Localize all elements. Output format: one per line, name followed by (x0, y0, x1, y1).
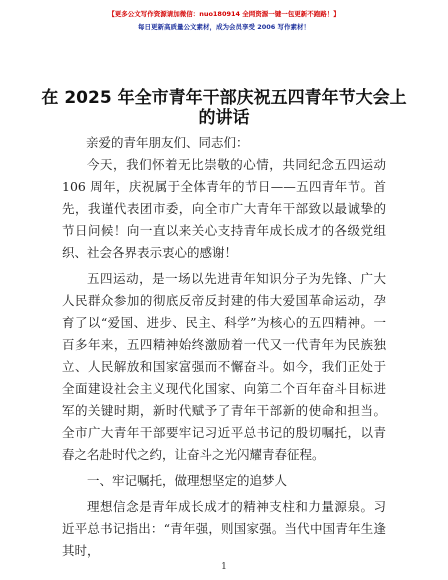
document-title: 在 2025 年全市青年干部庆祝五四青年节大会上的讲话 (41, 88, 407, 128)
paragraph-2: 五四运动，是一场以先进青年知识分子为先锋、广大人民群众参加的彻底反帝反封建的伟大爱国革命运动，孕育了以“爱国、进步、民主、科学”为核心的五四精神。一百多年来，五四精神始终激励着一代又一代青年为民族独立、人民解放和国家富强而不懈奋斗。如今，我们正处于全面建设社会主义现代化国家、向第二个百年奋斗目标进军的关键时期，新时代赋予了青年干部新的使命和担当。全市广大青年干部要牢记习近平总书记的殷切嘱托，以青春之名赴时代之约，让奋斗之光闪耀青春征程。 (62, 271, 386, 462)
section-heading-1: 一、牢记嘱托，做理想坚定的追梦人 (87, 473, 288, 488)
document-body (62, 154, 386, 566)
promo-line-1: 【更多公文写作资源请加微信：nuo180914 全网资源一键一包更新不跑路！】 (108, 10, 340, 18)
paragraph-3: 理想信念是青年成长成才的精神支柱和力量源泉。习近平总书记指出：“青年强，则国家强。当代中国青年生逢其时， (62, 499, 386, 558)
salutation: 亲爱的青年朋友们、同志们： (86, 135, 249, 150)
page-number: 1 (221, 562, 227, 572)
promo-line-2: 每日更新高质量公文素材，成为会员享受 2006 写作素材！ (137, 23, 311, 31)
promo-banner (0, 8, 448, 34)
paragraph-1: 今天，我们怀着无比崇敬的心情，共同纪念五四运动 106 周年，庆祝属于全体青年的节日——五四青年节。首先，我谨代表团市委，向全市广大青年干部致以最诚挚的节日问候！向一直以来关心支持青年成长成才的各级党组织、社会各界表示衷心的感谢！ (62, 157, 386, 260)
